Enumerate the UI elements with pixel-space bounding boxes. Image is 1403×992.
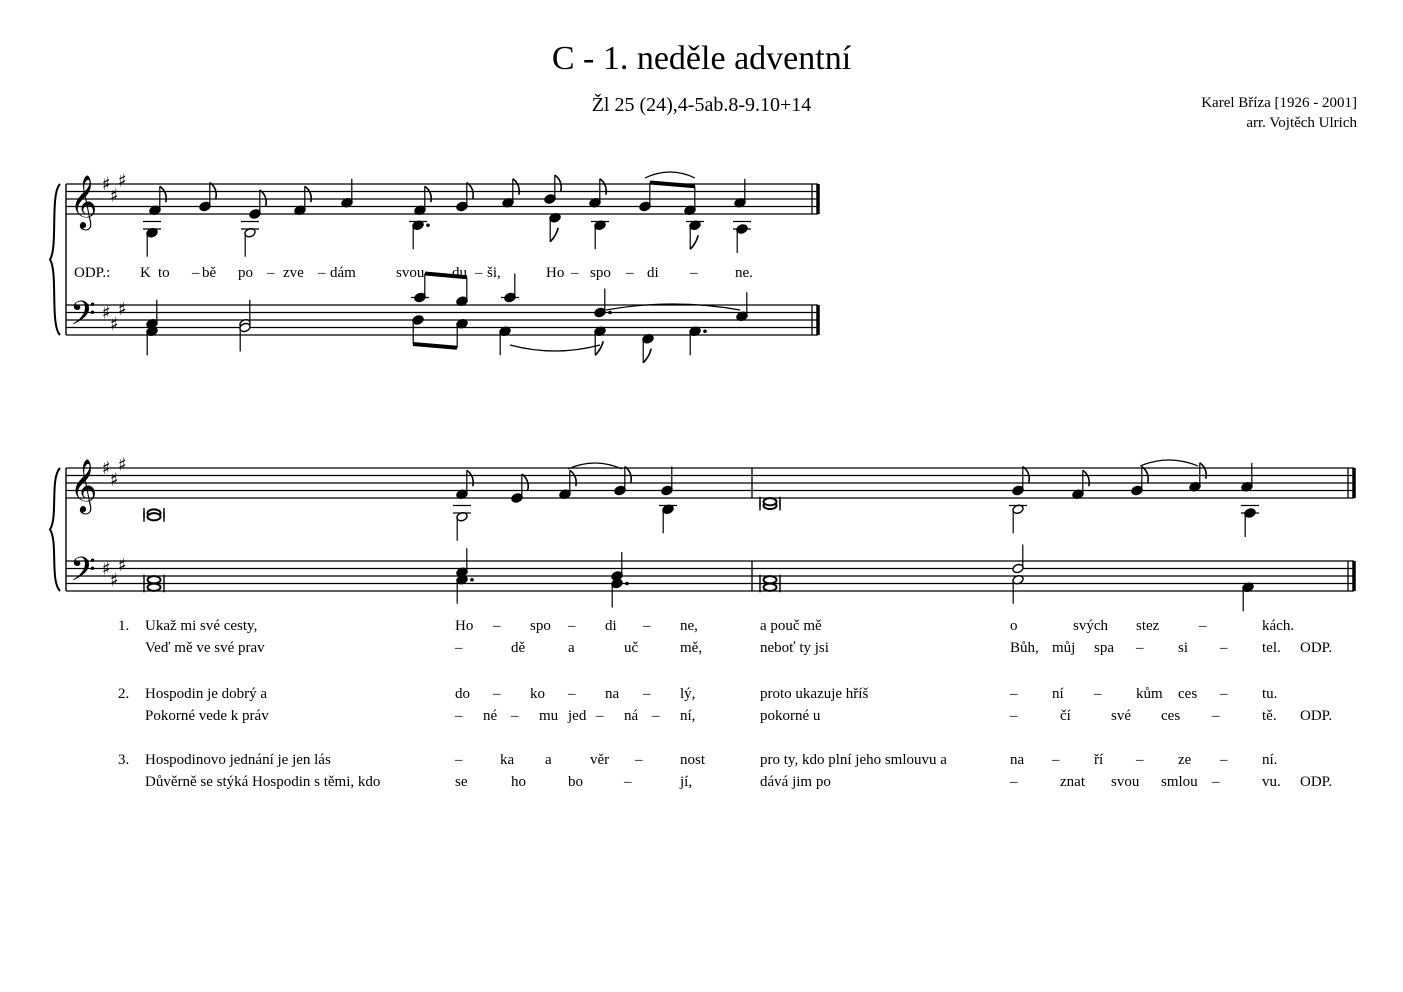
note [642,333,654,362]
verse-syllable: – [635,752,643,768]
verse-text-a: Ukaž mi své cesty, [145,618,258,634]
note [502,179,519,208]
note [146,326,158,355]
note [549,212,561,241]
verse-text-b: a pouč mě [760,618,822,634]
verse-syllable: jed [568,708,587,724]
refrain-syllable: – [571,265,579,281]
verse-syllable: – [643,686,651,702]
note [639,183,651,212]
beam [413,344,457,348]
verse-syllable: si [1178,640,1189,656]
note [594,289,612,318]
note [341,179,353,208]
verse-syllable: – [1220,752,1228,768]
arranger-name: arr. Vojtěch Ulrich [1246,115,1357,131]
verse-text-a: Důvěrně se stýká Hospodin s těmi, kdo [145,774,381,790]
note [736,292,748,321]
verse-text-b: proto ukazuje hříš [760,686,869,702]
page-title: C - 1. neděle adventní [551,40,852,77]
verse-syllable: Ho [455,618,474,634]
note [146,300,158,329]
verse-syllable: své [1111,708,1131,724]
note [559,470,576,499]
refrain-syllable: – [690,265,698,281]
verse-syllable: ka [500,752,515,768]
verse-syllable: – [1136,640,1144,656]
verse-syllable: dě [511,640,526,656]
refrain-syllable: – [318,265,326,281]
verse-syllable: nost [680,752,706,768]
verse-syllable: – [568,686,576,702]
verse-syllable: – [568,618,576,634]
psalm-reference: Žl 25 (24),4-5ab.8-9.10+14 [591,94,812,116]
refrain-syllable: ši, [487,265,501,281]
refrain-syllable: di [647,265,659,281]
note [1131,467,1148,496]
verse-syllable: a [545,752,552,768]
verse-syllable: – [1094,686,1102,702]
sharp-sign: ♯ [118,170,127,192]
refrain-cue: ODP. [1300,640,1333,656]
verse-syllable: ná [624,708,639,724]
note [1072,470,1089,499]
note [1241,506,1259,538]
verse-syllable: ní. [1262,752,1278,768]
verse-text-a: Hospodin je dobrý a [145,686,268,702]
verse-syllable: ní [1052,686,1064,702]
bass-clef: 𝄢 [70,295,96,341]
refrain-syllable: – [192,265,200,281]
verse-text-b: neboť ty jsi [760,640,829,656]
verse-syllable: ne, [680,618,698,634]
note [589,179,606,208]
verse-text-a: Pokorné vede k práv [145,708,269,724]
system-brace [50,468,60,591]
sharp-sign: ♯ [118,298,127,320]
note [614,467,631,496]
verse-syllable: – [493,618,501,634]
sharp-sign: ♯ [102,174,111,195]
refrain-syllable: Ho [546,265,565,281]
sharp-sign: ♯ [102,458,111,479]
system-brace [50,184,60,335]
sharp-sign: ♯ [118,454,127,476]
note [456,574,474,603]
verse-syllable: tě. [1262,708,1277,724]
note [412,315,424,344]
refrain-syllable: – [626,265,634,281]
verse-syllable: ho [511,774,526,790]
note [734,179,746,208]
note [611,578,629,607]
refrain-syllable: to [158,265,170,281]
verse-syllable: ní, [680,708,696,724]
note [499,326,511,355]
note [1012,545,1024,574]
note [686,220,704,249]
note [456,183,473,212]
verse-syllable: znat [1060,774,1085,790]
note [456,318,468,347]
note [456,548,468,577]
verse-number: 3. [118,752,130,768]
verse-syllable: ze [1178,752,1192,768]
refrain-label: ODP.: [74,265,111,281]
verse-number: 1. [118,618,130,634]
verse-syllable: – [1212,708,1220,724]
note [241,222,259,257]
verse-syllable: svých [1073,618,1108,634]
slur [645,172,695,178]
note [239,322,251,351]
verse-syllable: čí [1060,708,1071,724]
verse-syllable: – [511,708,519,724]
verse-syllable: můj [1052,640,1076,656]
treble-staff [66,468,1354,498]
note [1012,467,1029,496]
note [733,222,751,254]
verse-text-b: pokorné u [760,708,821,724]
verse-syllable: – [1010,686,1018,702]
verse-syllable: – [1199,618,1207,634]
refrain-syllable: du [452,265,467,281]
verse-system [50,454,1354,611]
refrain-syllable: bě [202,265,217,281]
verse-syllable: na [605,686,620,702]
verse-syllable: – [1010,708,1018,724]
verse-syllable: ko [530,686,545,702]
verse-syllable: se [455,774,468,790]
verse-syllable: – [1052,752,1060,768]
verse-syllable: na [1010,752,1025,768]
verse-text-a: Veď mě ve své prav [145,640,265,656]
refrain-syllable: spo [590,265,611,281]
note [661,467,673,496]
note [544,175,561,204]
verse-text-a: Hospodinovo jednání je jen lás [145,752,331,768]
note [1012,574,1024,603]
sharp-sign: ♯ [102,558,111,580]
verse-syllable: tu. [1262,686,1278,702]
verse-syllable: spo [530,618,551,634]
verse-syllable: – [1136,752,1144,768]
verse-syllable: – [624,774,632,790]
verse-syllable: di [605,618,617,634]
verse-text-b: pro ty, kdo plní jeho smlouvu a [760,752,947,768]
note [294,186,311,215]
verse-syllable: – [455,752,463,768]
verse-syllable: – [1220,686,1228,702]
verse-syllable: – [493,686,501,702]
note [511,474,528,503]
verse-syllable: né [483,708,498,724]
bass-clef: 𝄢 [70,551,96,597]
verse-syllable: – [1010,774,1018,790]
note [1241,463,1253,492]
composer-name: Karel Bříza [1926 - 2001] [1201,95,1357,111]
verse-syllable: ří [1094,752,1104,768]
note [501,274,519,303]
note [149,186,166,215]
verse-syllable: vu. [1262,774,1281,790]
verse-syllable: tel. [1262,640,1281,656]
verse-syllable: – [455,640,463,656]
verse-syllable: mě, [680,640,703,656]
verse-syllable: svou [1111,774,1140,790]
verse-syllable: o [1010,618,1018,634]
bass-staff [66,558,1354,591]
verse-syllable: – [1212,774,1220,790]
refrain-syllable: po [238,265,253,281]
treble-clef: 𝄞 [70,458,98,512]
refrain-cue: ODP. [1300,708,1333,724]
refrain-syllable: dám [330,265,356,281]
verse-syllable: – [643,618,651,634]
verse-syllable: a [568,640,575,656]
note [611,552,623,581]
refrain-cue: ODP. [1300,774,1333,790]
verse-syllable: do [455,686,470,702]
sharp-sign: ♯ [110,313,119,335]
note [143,222,161,257]
sharp-sign: ♯ [110,469,119,491]
verse-syllable: spa [1094,640,1114,656]
sharp-sign: ♯ [110,185,119,207]
verse-text-b: dává jim po [760,774,831,790]
refrain-syllable: zve [283,265,304,281]
verse-syllable: stez [1136,618,1160,634]
refrain-syllable: ne. [735,265,753,281]
sharp-sign: ♯ [102,302,111,324]
sharp-sign: ♯ [110,569,119,591]
verse-syllable: lý, [680,686,696,702]
verse-syllable: kách. [1262,618,1295,634]
slur [1140,460,1198,466]
verse-syllable: – [455,708,463,724]
beam [650,183,695,187]
note [684,186,696,215]
slur [510,345,600,351]
refrain-syllable: – [475,265,483,281]
verse-syllable: bo [568,774,583,790]
verse-syllable: – [596,708,604,724]
note [1009,504,1027,533]
note [689,326,707,355]
note [456,470,473,499]
verse-syllable: uč [624,640,639,656]
note [414,186,431,215]
refrain-syllable: K [140,265,151,281]
note [453,506,471,541]
verse-syllable: jí, [680,774,693,790]
note [249,190,266,219]
refrain-syllable: – [267,265,275,281]
note [199,183,216,212]
note [1242,582,1254,611]
note [594,326,606,355]
verse-syllable: Bůh, [1010,640,1039,656]
note [1189,463,1206,492]
verse-syllable: ces [1161,708,1181,724]
note [456,277,468,306]
note [591,220,609,249]
verse-syllable: kům [1136,686,1163,702]
verse-syllable: věr [590,752,610,768]
verse-syllable: – [1220,640,1228,656]
note [409,220,430,249]
verse-syllable: smlou [1161,774,1198,790]
verse-syllable: ces [1178,686,1198,702]
verse-syllable: – [652,708,660,724]
treble-staff [66,184,818,214]
note [659,504,677,533]
verse-number: 2. [118,686,130,702]
verse-syllable: mu [539,708,559,724]
treble-clef: 𝄞 [70,174,98,228]
sharp-sign: ♯ [118,554,127,576]
refrain-lyrics [74,265,753,281]
refrain-syllable: svou [396,265,425,281]
